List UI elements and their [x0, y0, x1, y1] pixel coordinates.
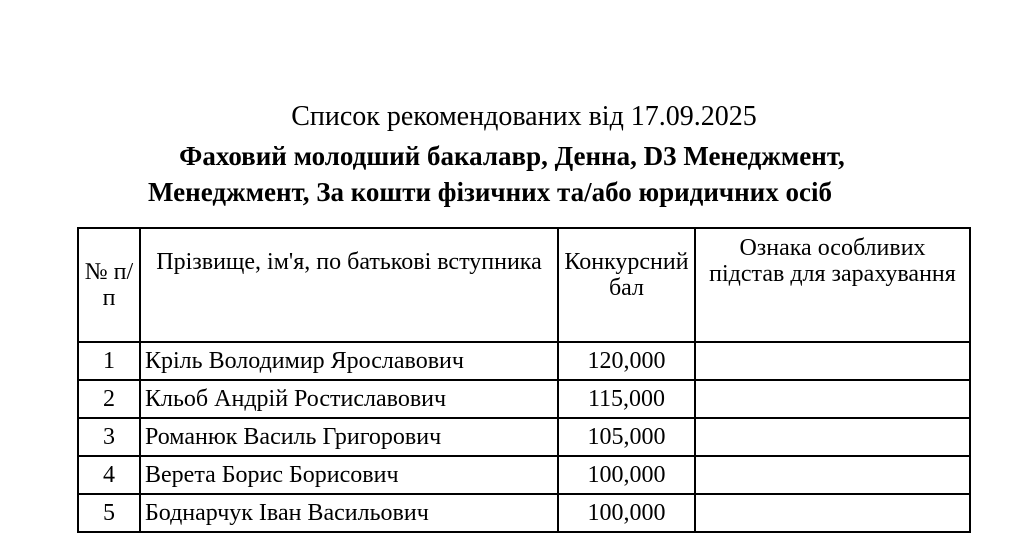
row-special-basis: [695, 456, 970, 494]
program-subtitle-line-1: Фаховий молодший бакалавр, Денна, D3 Менеджмент,: [179, 141, 845, 171]
row-score: 100,000: [558, 494, 695, 532]
row-full-name: Кльоб Андрій Ростиславович: [140, 380, 558, 418]
row-score: 100,000: [558, 456, 695, 494]
row-score: 105,000: [558, 418, 695, 456]
row-full-name: Верета Борис Борисович: [140, 456, 558, 494]
table-row: [78, 456, 970, 494]
row-score: 115,000: [558, 380, 695, 418]
row-full-name: Романюк Василь Григорович: [140, 418, 558, 456]
table-row: [78, 494, 970, 532]
row-number: 4: [78, 456, 140, 494]
recommended-list-table: [77, 227, 971, 533]
row-full-name: Кріль Володимир Ярославович: [140, 342, 558, 380]
row-number: 5: [78, 494, 140, 532]
row-score: 120,000: [558, 342, 695, 380]
header-full-name: Прізвище, ім'я, по батькові вступника: [140, 228, 558, 342]
header-special-basis: Ознака особливих підстав для зарахування: [695, 228, 970, 342]
row-number: 2: [78, 380, 140, 418]
row-number: 1: [78, 342, 140, 380]
program-subtitle-line-2: Менеджмент, За кошти фізичних та/або юридичних осіб: [148, 177, 832, 207]
row-number: 3: [78, 418, 140, 456]
row-full-name: Боднарчук Іван Васильович: [140, 494, 558, 532]
document-title: Список рекомендованих від 17.09.2025: [291, 101, 757, 132]
table-row: [78, 342, 970, 380]
header-number: № п/п: [78, 228, 140, 342]
row-special-basis: [695, 380, 970, 418]
header-score: Конкурсний бал: [558, 228, 695, 342]
row-special-basis: [695, 418, 970, 456]
table-header-row: [78, 228, 970, 342]
row-special-basis: [695, 342, 970, 380]
table-row: [78, 418, 970, 456]
row-special-basis: [695, 494, 970, 532]
table-row: [78, 380, 970, 418]
